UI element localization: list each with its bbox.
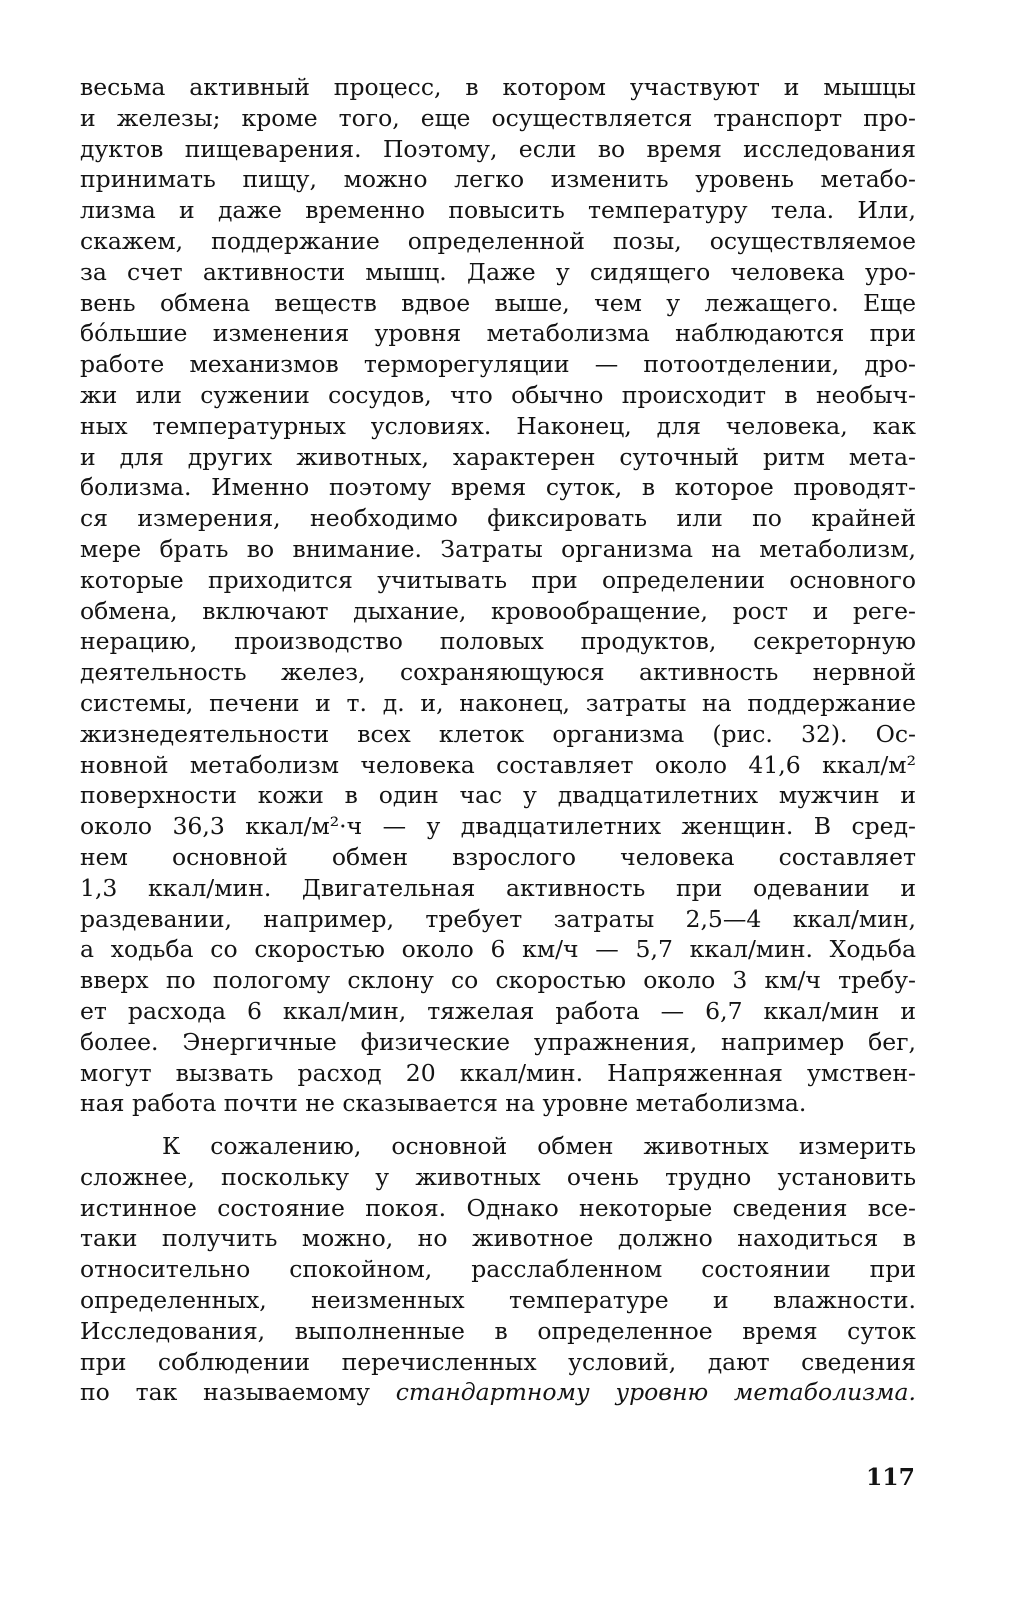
text-line: работе механизмов терморегуляции — потоотделении, дро- xyxy=(80,350,916,379)
text-line: нем основной обмен взрослого человека составляет xyxy=(80,842,916,871)
text-line: вверх по пологому склону со скоростью около 3 км/ч требу- xyxy=(80,966,916,995)
text-line: ных температурных условиях. Наконец, для человека, как xyxy=(80,411,916,440)
text-block xyxy=(80,72,916,1408)
text-line: нерацию, производство половых продуктов, секреторную xyxy=(80,627,916,656)
text-line: Исследования, выполненные в определенное время суток xyxy=(80,1316,916,1345)
text-line: истинное состояние покоя. Однако некоторые сведения все- xyxy=(80,1193,916,1222)
text-line: обмена, включают дыхание, кровообращение, рост и реге- xyxy=(80,596,916,625)
text-line-final xyxy=(80,1377,916,1408)
text-line: жизнедеятельности всех клеток организма (рис. 32). Ос- xyxy=(80,719,916,748)
text-line: лизма и даже временно повысить температуру тела. Или, xyxy=(80,196,916,225)
text-line: ная работа почти не сказывается на уровне метаболизма. xyxy=(80,1089,807,1118)
text-line: при соблюдении перечисленных условий, дают сведения xyxy=(80,1347,916,1376)
text-line: ся измерения, необходимо фиксировать или по крайней xyxy=(80,504,916,533)
text-line: определенных, неизменных температуре и влажности. xyxy=(80,1286,916,1315)
term-italic: стандартному уровню метаболизма. xyxy=(395,1378,916,1407)
text-line: весьма активный процесс, в котором участвуют и мышцы xyxy=(80,73,916,101)
text-line: 1,3 ккал/мин. Двигательная активность при одевании и xyxy=(80,873,916,902)
text-line: болизма. Именно поэтому время суток, в которое проводят- xyxy=(80,473,916,502)
text-line: бо́льшие изменения уровня метаболизма наблюдаются при xyxy=(80,319,916,348)
text-line: раздевании, например, требует затраты 2,5—4 ккал/мин, xyxy=(80,904,916,933)
text-line: более. Энергичные физические упражнения, например бег, xyxy=(80,1027,916,1056)
text-line: мере брать во внимание. Затраты организма на метаболизм, xyxy=(80,534,916,563)
text-line: таки получить можно, но животное должно находиться в xyxy=(80,1224,916,1253)
text-line: сложнее, поскольку у животных очень трудно установить xyxy=(80,1162,916,1191)
text-line: принимать пищу, можно легко изменить уровень метабо- xyxy=(80,165,916,194)
text-plain: по так называемому xyxy=(80,1378,370,1407)
text-line: относительно спокойном, расслабленном состоянии при xyxy=(80,1255,916,1284)
text-line: и для других животных, характерен суточный ритм мета- xyxy=(80,442,916,471)
page-number: 117 xyxy=(865,1463,915,1491)
text-line: поверхности кожи в один час у двадцатилетних мужчин и xyxy=(80,781,916,810)
text-line: новной метаболизм человека составляет около 41,6 ккал/м² xyxy=(80,750,916,779)
text-line: деятельность желез, сохраняющуюся активность нервной xyxy=(80,658,916,687)
text-line: которые приходится учитывать при определении основного xyxy=(80,565,916,594)
text-line: а ходьба со скоростью около 6 км/ч — 5,7 ккал/мин. Ходьба xyxy=(80,935,916,964)
text-line: дуктов пищеварения. Поэтому, если во время исследования xyxy=(80,134,916,163)
text-line: около 36,3 ккал/м²·ч — у двадцатилетних женщин. В сред- xyxy=(80,812,916,841)
text-line: ет расхода 6 ккал/мин, тяжелая работа — 6,7 ккал/мин и xyxy=(80,996,916,1025)
text-line: системы, печени и т. д. и, наконец, затраты на поддержание xyxy=(80,688,916,717)
text-line: К сожалению, основной обмен животных измерить xyxy=(162,1132,916,1161)
text-line: жи или сужении сосудов, что обычно происходит в необыч- xyxy=(80,380,916,409)
text-line: вень обмена веществ вдвое выше, чем у лежащего. Еще xyxy=(80,288,916,317)
text-line: могут вызвать расход 20 ккал/мин. Напряженная умствен- xyxy=(80,1058,916,1087)
text-line: и железы; кроме того, еще осуществляется транспорт про- xyxy=(80,103,916,132)
paragraph-gap xyxy=(80,1119,916,1131)
text-line: за счет активности мышц. Даже у сидящего человека уро- xyxy=(80,257,916,286)
text-line: скажем, поддержание определенной позы, осуществляемое xyxy=(80,226,916,255)
